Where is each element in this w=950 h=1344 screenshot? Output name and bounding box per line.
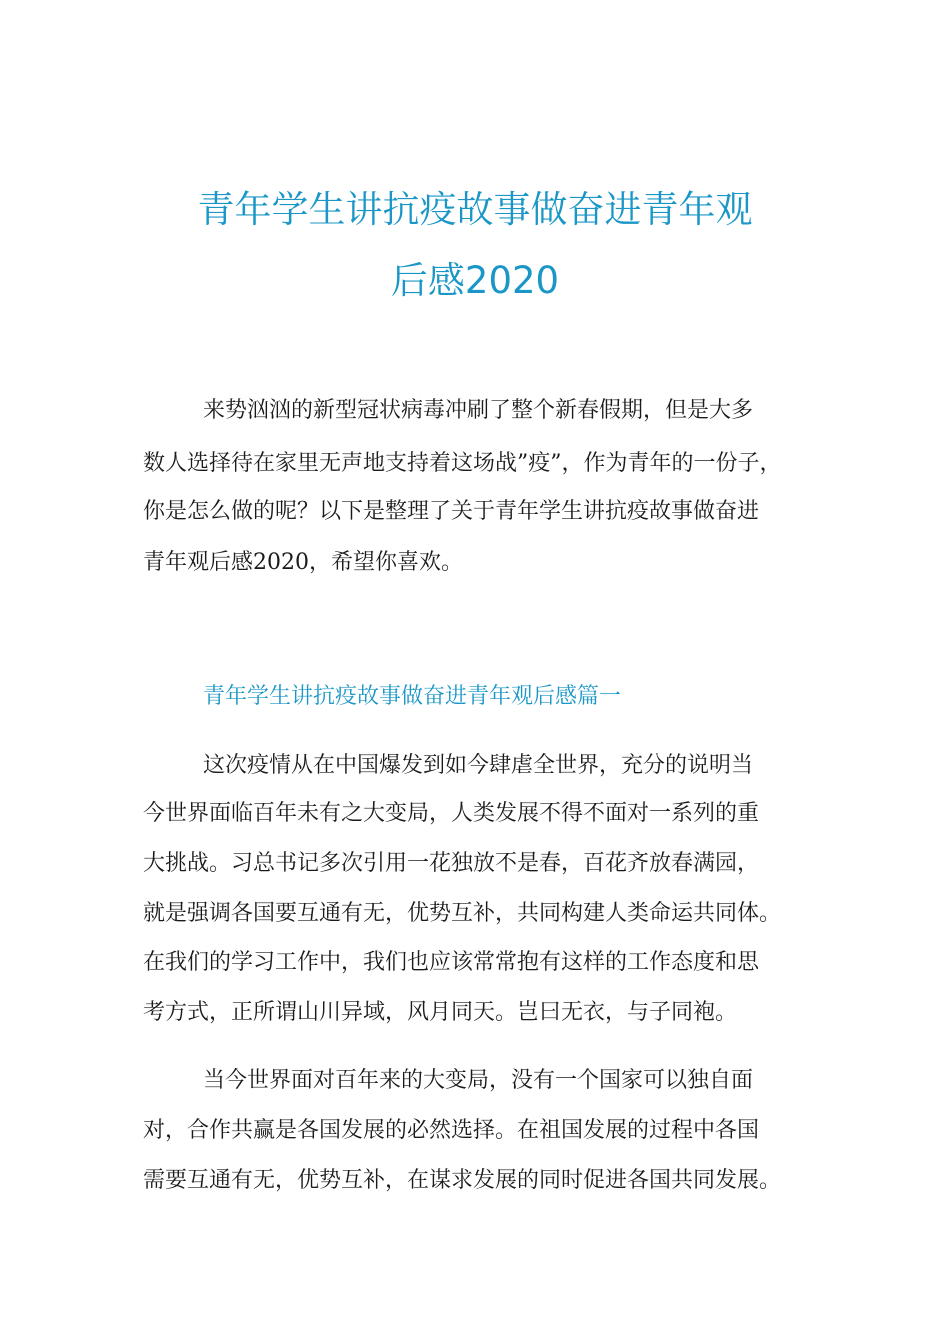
paragraph-line: 今世界面临百年未有之大变局，人类发展不得不面对一系列的重 (143, 801, 760, 826)
paragraph-line: 大挑战。习总书记多次引用一花独放不是春，百花齐放春满园， (143, 851, 760, 876)
paragraph-line: 考方式，正所谓山川异域，风月同天。岂曰无衣，与子同袍。 (143, 1000, 738, 1025)
intro-line: 你是怎么做的呢？以下是整理了关于青年学生讲抗疫故事做奋进 (143, 499, 760, 524)
paragraph-line: 当今世界面对百年来的大变局，没有一个国家可以独自面 (203, 1068, 754, 1093)
paragraph-line: 对，合作共赢是各国发展的必然选择。在祖国发展的过程中各国 (143, 1118, 760, 1143)
paragraph-line: 就是强调各国要互通有无，优势互补，共同构建人类命运共同体。 (143, 901, 782, 926)
intro-line: 青年观后感2020，希望你喜欢。 (143, 550, 463, 575)
document-title-line-1: 青年学生讲抗疫故事做奋进青年观 (197, 188, 753, 231)
section-heading: 青年学生讲抗疫故事做奋进青年观后感篇一 (203, 684, 622, 709)
paragraph-line: 这次疫情从在中国爆发到如今肆虐全世界，充分的说明当 (203, 753, 754, 778)
paragraph-line: 在我们的学习工作中，我们也应该常常抱有这样的工作态度和思 (143, 950, 760, 975)
intro-line: 来势汹汹的新型冠状病毒冲刷了整个新春假期，但是大多 (203, 398, 754, 423)
document-title-line-2: 后感2020 (390, 259, 560, 302)
intro-line: 数人选择待在家里无声地支持着这场战”疫”，作为青年的一份子， (143, 451, 782, 476)
paragraph-line: 需要互通有无，优势互补，在谋求发展的同时促进各国共同发展。 (143, 1168, 782, 1193)
